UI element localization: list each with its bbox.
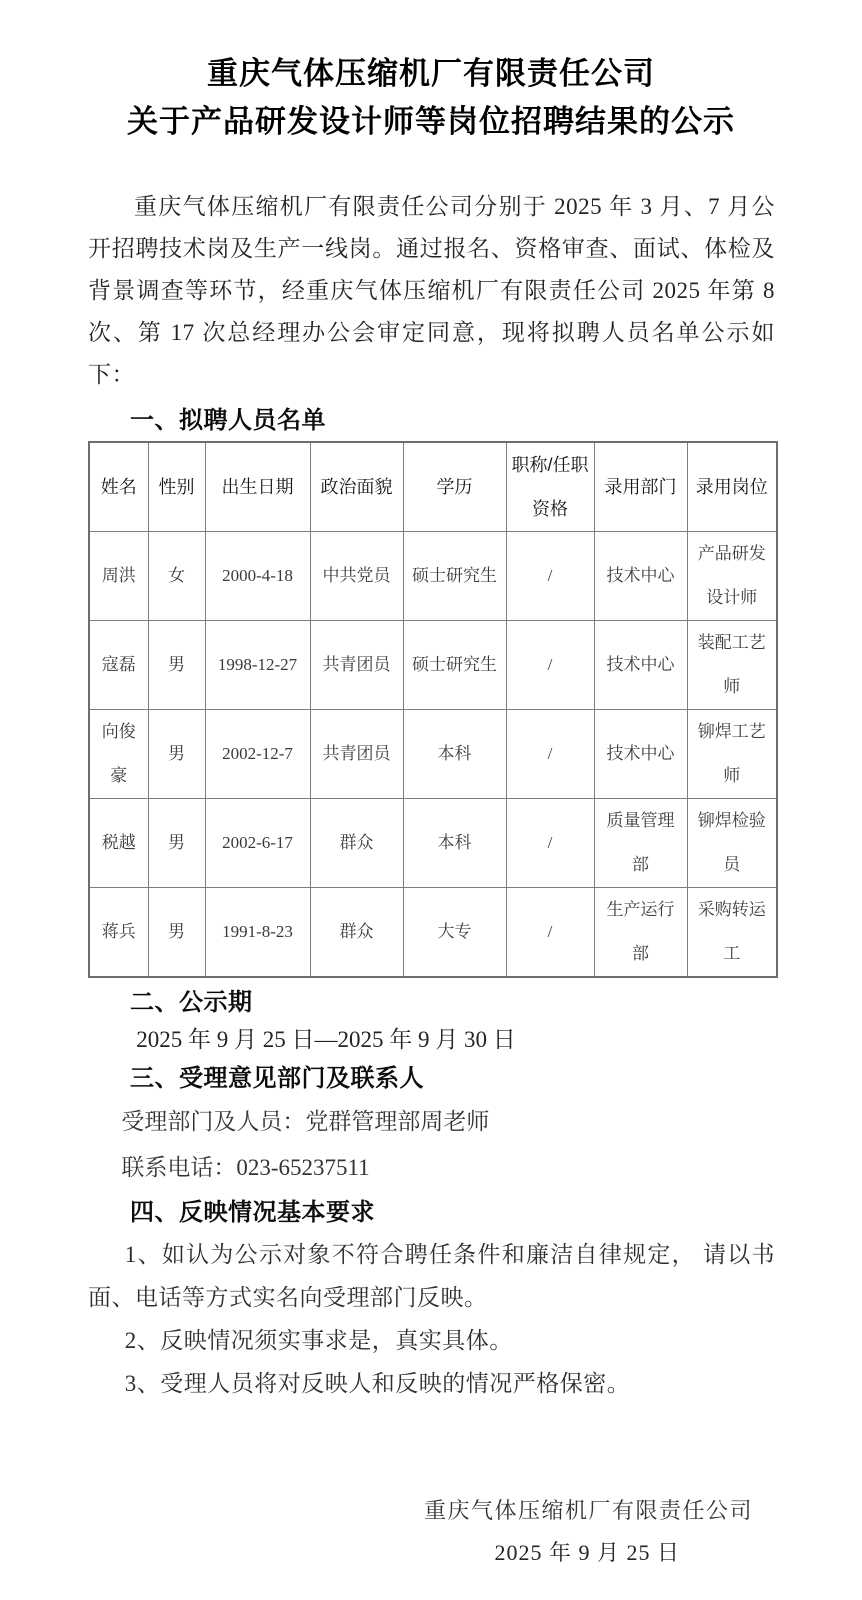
publicity-period-text: 2025 年 9 月 25 日—2025 年 9 月 30 日	[136, 1027, 516, 1052]
cell-political-status: 共青团员	[310, 621, 403, 710]
cell-department: 技术中心	[594, 621, 687, 710]
cell-department: 技术中心	[594, 532, 687, 621]
section-1-heading: 一、拟聘人员名单	[130, 407, 326, 434]
col-header-position: 录用岗位	[687, 442, 777, 532]
cell-position: 采购转运工	[687, 888, 777, 978]
table-header-row	[89, 442, 777, 532]
cell-department: 技术中心	[594, 710, 687, 799]
table-row	[89, 621, 777, 710]
cell-birth-date: 2000-4-18	[205, 532, 310, 621]
title-line-1: 重庆气体压缩机厂有限责任公司	[207, 56, 655, 91]
cell-position: 铆焊检验员	[687, 799, 777, 888]
col-header-qualification: 职称/任职资格	[506, 442, 594, 532]
section-4-heading: 四、反映情况基本要求	[130, 1199, 375, 1226]
cell-political-status: 群众	[310, 799, 403, 888]
col-header-birth-date: 出生日期	[205, 442, 310, 532]
cell-education: 硕士研究生	[403, 621, 506, 710]
cell-position: 装配工艺师	[687, 621, 777, 710]
col-header-political-status: 政治面貌	[310, 442, 403, 532]
section-3-heading: 三、受理意见部门及联系人	[130, 1065, 424, 1092]
table-row	[89, 710, 777, 799]
cell-position: 铆焊工艺师	[687, 710, 777, 799]
table-row	[89, 888, 777, 978]
col-header-department: 录用部门	[594, 442, 687, 532]
cell-name: 税越	[89, 799, 148, 888]
cell-name: 周洪	[89, 532, 148, 621]
cell-qualification: /	[506, 799, 594, 888]
cell-name: 向俊豪	[89, 710, 148, 799]
section-2-heading: 二、公示期	[130, 989, 253, 1016]
footer-date: 2025 年 9 月 25 日	[494, 1540, 680, 1565]
requirement-item-3: 3、受理人员将对反映人和反映的情况严格保密。	[124, 1371, 631, 1396]
document-title	[0, 0, 862, 146]
cell-gender: 男	[148, 621, 205, 710]
cell-birth-date: 2002-12-7	[205, 710, 310, 799]
cell-gender: 男	[148, 799, 205, 888]
cell-education: 硕士研究生	[403, 532, 506, 621]
cell-birth-date: 1998-12-27	[205, 621, 310, 710]
cell-qualification: /	[506, 532, 594, 621]
cell-department: 质量管理部	[594, 799, 687, 888]
cell-political-status: 中共党员	[310, 532, 403, 621]
cell-gender: 男	[148, 710, 205, 799]
cell-political-status: 群众	[310, 888, 403, 978]
cell-name: 蒋兵	[89, 888, 148, 978]
cell-qualification: /	[506, 710, 594, 799]
requirement-item-2: 2、反映情况须实事求是，真实具体。	[124, 1328, 513, 1353]
cell-position: 产品研发设计师	[687, 532, 777, 621]
cell-name: 寇磊	[89, 621, 148, 710]
contact-department-line: 受理部门及人员：党群管理部周老师	[121, 1109, 490, 1134]
cell-qualification: /	[506, 888, 594, 978]
col-header-gender: 性别	[148, 442, 205, 532]
table-row	[89, 532, 777, 621]
cell-education: 大专	[403, 888, 506, 978]
cell-political-status: 共青团员	[310, 710, 403, 799]
col-header-name: 姓名	[89, 442, 148, 532]
cell-gender: 女	[148, 532, 205, 621]
intro-paragraph: 重庆气体压缩机厂有限责任公司分别于 2025 年 3 月、7 月公开招聘技术岗及生产一线岗。通过报名、资格审查、面试、体检及背景调查等环节，经重庆气体压缩机厂有限责任公司 2025 年第 8 次、第 17 次总经理办公会审定同意，现将拟聘人员名单公示如下：	[88, 194, 775, 387]
cell-birth-date: 2002-6-17	[205, 799, 310, 888]
col-header-education: 学历	[403, 442, 506, 532]
cell-education: 本科	[403, 710, 506, 799]
cell-department: 生产运行部	[594, 888, 687, 978]
cell-education: 本科	[403, 799, 506, 888]
requirement-item-1: 1、如认为公示对象不符合聘任条件和廉洁自律规定， 请以书面、电话等方式实名向受理部门反映。	[88, 1242, 775, 1310]
table-row	[89, 799, 777, 888]
footer-company-name: 重庆气体压缩机厂有限责任公司	[423, 1498, 753, 1523]
cell-qualification: /	[506, 621, 594, 710]
footer-signature	[0, 1493, 862, 1571]
cell-birth-date: 1991-8-23	[205, 888, 310, 978]
title-line-2: 关于产品研发设计师等岗位招聘结果的公示	[127, 104, 735, 139]
cell-gender: 男	[148, 888, 205, 978]
contact-phone-line: 联系电话：023-65237511	[121, 1155, 370, 1180]
hire-list-table	[88, 441, 778, 978]
